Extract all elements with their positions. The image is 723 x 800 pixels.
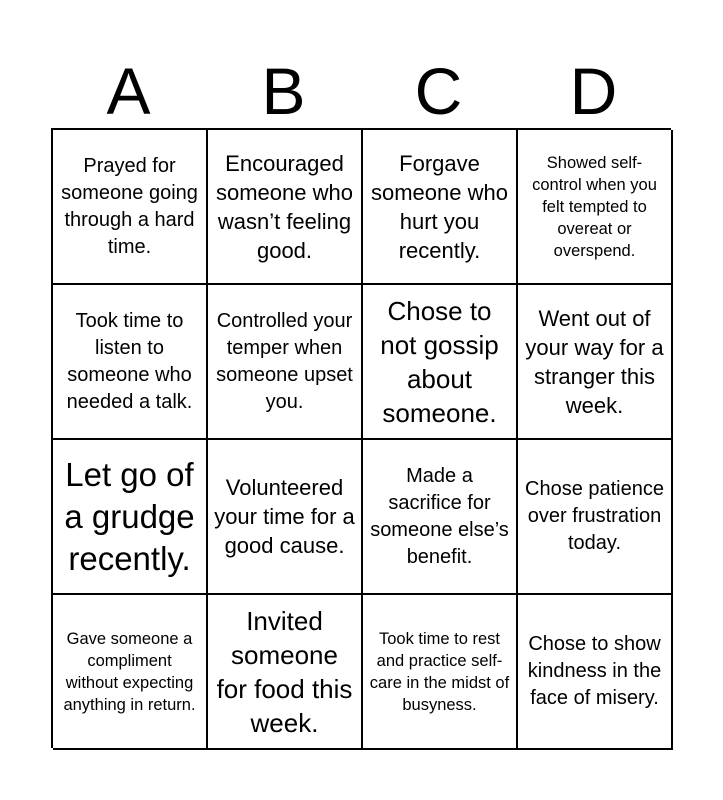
bingo-header bbox=[51, 52, 671, 128]
column-letter-d: D bbox=[569, 54, 618, 128]
cell-text: Controlled your temper when someone upset you. bbox=[216, 309, 353, 413]
bingo-cell[interactable] bbox=[363, 440, 518, 595]
column-letter-a: A bbox=[106, 54, 151, 128]
bingo-cell[interactable] bbox=[518, 130, 673, 285]
bingo-cell[interactable] bbox=[53, 595, 208, 750]
bingo-cell[interactable] bbox=[363, 130, 518, 285]
bingo-cell[interactable] bbox=[208, 130, 363, 285]
cell-text: Invited someone for food this week. bbox=[216, 605, 353, 738]
bingo-cell[interactable] bbox=[208, 595, 363, 750]
bingo-cell[interactable] bbox=[363, 595, 518, 750]
column-letter-b: B bbox=[261, 54, 306, 128]
bingo-cell[interactable] bbox=[208, 285, 363, 440]
cell-text: Chose patience over frustration today. bbox=[525, 478, 664, 554]
cell-text: Went out of your way for a stranger this week. bbox=[525, 305, 664, 418]
cell-text: Took time to rest and practice self-care in the midst of busyness. bbox=[369, 629, 510, 714]
bingo-board bbox=[51, 128, 671, 748]
cell-text: Gave someone a compliment without expecting anything in return. bbox=[63, 629, 196, 714]
cell-text: Took time to listen to someone who needed a talk. bbox=[66, 309, 193, 413]
cell-text: Encouraged someone who wasn’t feeling good. bbox=[216, 150, 353, 263]
cell-text: Made a sacrifice for someone else’s benefit. bbox=[370, 464, 509, 568]
bingo-cell[interactable] bbox=[363, 285, 518, 440]
cell-text: Volunteered your time for a good cause. bbox=[214, 475, 355, 558]
bingo-cell[interactable] bbox=[518, 285, 673, 440]
cell-text: Let go of a grudge recently. bbox=[64, 455, 195, 577]
bingo-cell[interactable] bbox=[53, 285, 208, 440]
cell-text: Chose to not gossip about someone. bbox=[380, 295, 499, 428]
bingo-cell[interactable] bbox=[53, 130, 208, 285]
bingo-cell[interactable] bbox=[53, 440, 208, 595]
cell-text: Showed self-control when you felt tempted to overeat or overspend. bbox=[532, 153, 657, 260]
bingo-cell[interactable] bbox=[518, 595, 673, 750]
cell-text: Forgave someone who hurt you recently. bbox=[371, 150, 508, 263]
bingo-cell[interactable] bbox=[208, 440, 363, 595]
cell-text: Prayed for someone going through a hard time. bbox=[61, 154, 198, 258]
cell-text: Chose to show kindness in the face of misery. bbox=[527, 633, 662, 709]
column-letter-c: C bbox=[414, 54, 463, 128]
bingo-cell[interactable] bbox=[518, 440, 673, 595]
